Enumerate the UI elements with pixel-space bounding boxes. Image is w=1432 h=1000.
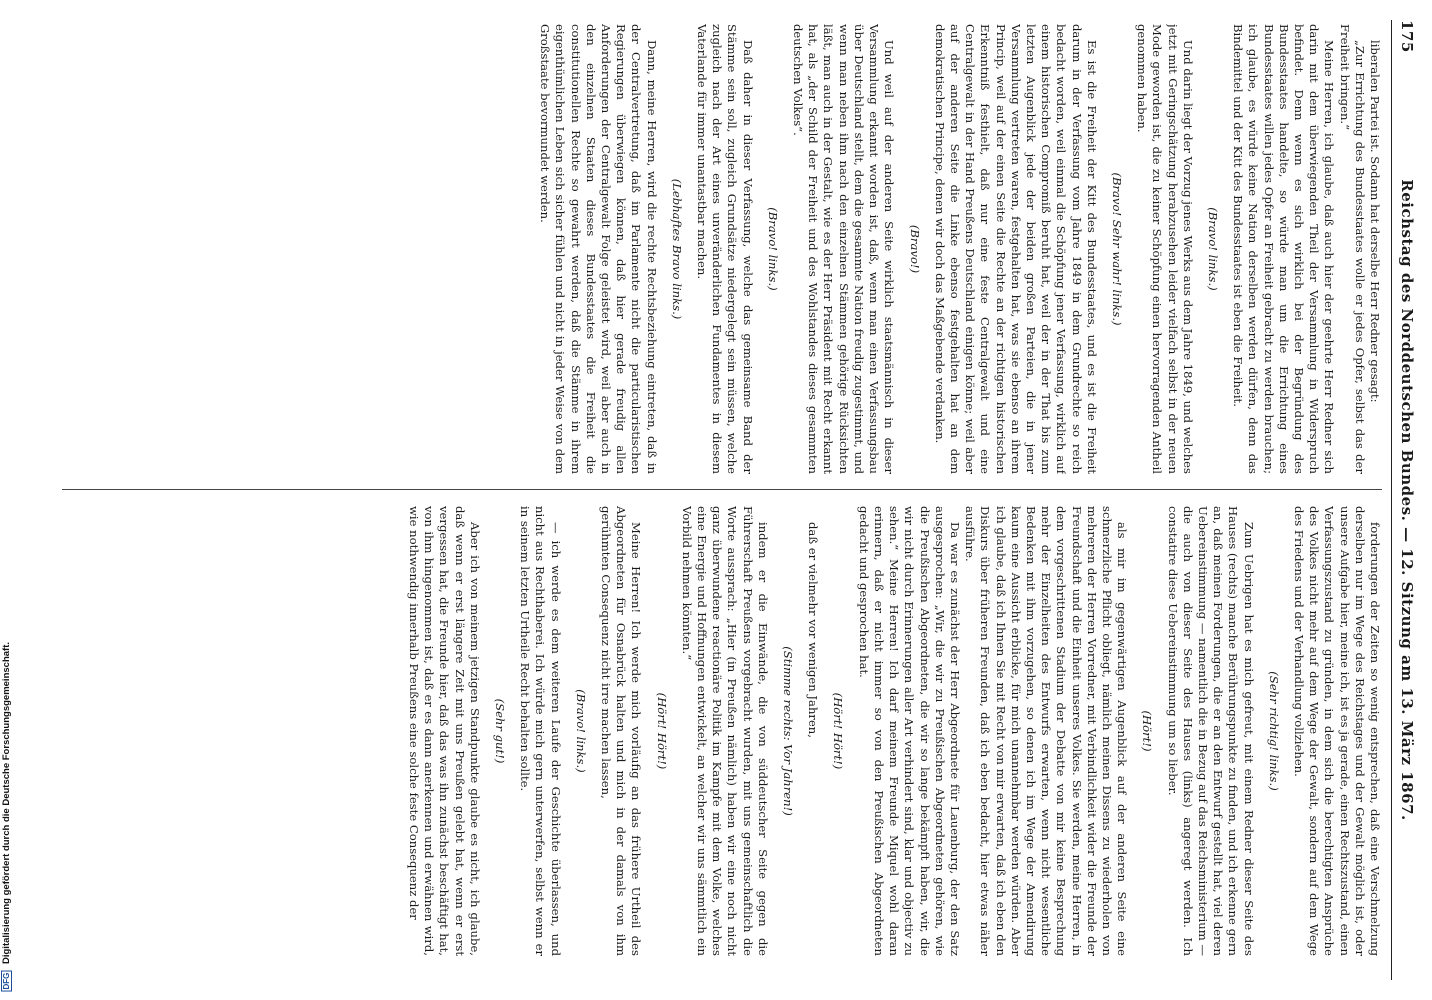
interjection: (Bravo! Sehr wahr! links.) xyxy=(1109,172,1124,326)
page-header xyxy=(1391,20,1416,980)
interjection: (Bravo! links.) xyxy=(573,689,588,773)
paragraph: Zum Uebrigen hat es mich gefreut, mit einem Redner dieser Seite des Hauses (rechts) manche Berührungspunkte zu finden, und ich erkenne gern an, daß meinen Forderungen, die er an den Entwurf gestellt hat, viel deren Uebereinstimmung — namentlich die in Bezug auf das Reichsministerium — die auch von dieser Seite des Hauses (links) angeregt werden. Ich constatire diese Uebereinstimmung um so lieber. xyxy=(1165,506,1256,956)
paragraph: Dann, meine Herren, wird die rechte Rechtsbeziehung eintreten, daß in der Centralvertretung, daß im Parlamente nicht die particularistischen Regierungen überwiegen können, daß hier gerade freudig allen Anforderungen der Centralgewalt Folge geleistet wird, weil aber auch in den einzelnen Staaten dieses Bundesstaates die Freiheit die constitutionellen Rechte so gewahrt werden, daß die Stämme in ihrem eigenthümlichen Leben sich sicher fühlen und nicht in jeder Weise von dem Großstaate bevormundet werden. xyxy=(538,24,659,474)
interjection: (Bravo! links.) xyxy=(765,207,780,291)
paragraph: „Zur Errichtung des Bundesstaates wolle er jedes Opfer, selbst das der Freiheit bringen.“ xyxy=(1337,24,1367,474)
paragraph: Daß daher in dieser Verfassung, welche das gemeinsame Band der Stämme sein soll, zugleich Grundsätze niedergelegt sein müssen, welche zugleich nach der Art eines unveränderlichen Fundamentes in diesem Vaterlande für immer unantastbar machen. xyxy=(695,24,755,474)
interjection: (Bravo! links.) xyxy=(1205,207,1220,291)
interjection: (Bravo!) xyxy=(907,224,922,274)
interjection: (Sehr gut!) xyxy=(493,698,508,764)
paragraph: Und weil auf der anderen Seite wirklich staatsmännisch in dieser Versammlung erkannt worden ist, daß, wenn man einen Verfassungsbau über Deutschland stellt, dem die gesammte Nation freudig zugestimmt, und wenn man neben ihm nach den einzelnen Stämmen gehörige Rücksichten läßt, man auch in der Gestalt, wie es der Herr Präsident mit Recht erkannt hat, als „der Schild der Freiheit und des Wohlstandes dieses gesammten deutschen Volkes“. xyxy=(791,24,897,474)
right-text-column xyxy=(52,506,1382,956)
dfg-logo-icon: DFG xyxy=(2,973,11,990)
paragraph: Es ist die Freiheit der Kitt des Bundesstaates, und es ist die Freiheit darum in der Verfassung vom Jahre 1849 in dem Grundrechte so reich bedacht worden, weil einmal die Schöpfung jener Verfassung, wirklich auf einem historischen Compromiß beruht hat, weil der in der That bis zum letzten Augenblick jede der beiden großen Parteien, die in jener Versammlung vertreten waren, festgehalten hat, was sie ebenso an ihrem Princip, weil auf der einen Seite die Rechte an der richtigen historischen Erkenntniß festhielt, daß nur eine feste Centralgewalt und eine Centralgewalt in der Hand Preußens Deutschland einigen könne; weil aber auf der anderen Seite die Linke ebenso festgehalten hat an dem demokratischen Principe, denen wir doch das Maßgebende verdanken. xyxy=(932,24,1099,474)
paragraph: Und darin liegt der Vorzug jenes Werks aus dem Jahre 1849, und welches jetzt mit Geringschätzung herabzusehen leider vielfach selbst in der neuen Mode geworden ist, die zu keiner Schöpfung einen hervorragenden Antheil genommen haben. xyxy=(1135,24,1195,474)
credit-text: Digitalisierung gefördert durch die Deutsche Forschungsgemeinschaft. xyxy=(1,642,12,965)
paragraph: indem er die Einwände, die von süddeutscher Seite gegen die Führerschaft Preußens vorgebracht wurden, mit uns gemeinschaftlich die Worte aussprach: „Hier (in Preußen nämlich) haben wir eine noch nicht ganz überwundene reactionäre Politik im Kampfe mit dem Volke, welches eine Energie und Hoffnungen entwickelt, an welcher wir uns sämmtlich ein Vorbild nehmen könnten.“ xyxy=(679,506,770,956)
interjection: (Stimme rechts: Vor Jahren!) xyxy=(781,646,796,816)
paragraph: — ich werde es dem weiteren Laufe der Geschichte überlassen, und nicht aus Rechthaberei. Ich würde mich gern unterwerfen, selbst wenn er in seinem letzten Urtheile Recht behalten sollte. xyxy=(518,506,563,956)
digitization-credit xyxy=(1,642,12,992)
running-title: Reichstag des Norddeutschen Bundes. — 12. Sitzung am 13. März 1867. xyxy=(1398,179,1416,821)
interjection: (Hört! Hört!) xyxy=(654,692,669,770)
column-divider xyxy=(62,489,1382,490)
interjection: (Sehr richtig! links.) xyxy=(1266,671,1281,791)
paragraph: Da war es zunächst der Herr Abgeordnete für Lauenburg, der den Satz ausgesprochen: „Wir, die wir zu Preußischen Abgeordneten gehören, wie die Preußischen Abgeordneten, die wir so lange bekämpft haben, wir, die wir nicht durch Erinnerungen aller Art verhindert sind, klar und objectiv zu sehen.“ Meine Herren! Ich darf meinem Freunde Miquel wohl daran erinnern, daß er nicht immer so von den Preußischen Abgeordneten gedacht und gesprochen hat. xyxy=(856,506,962,956)
paragraph: Aber ich von meinem jetzigen Standpunkte glaube es nicht, ich glaube, daß wenn er erst längere Zeit mit uns Preußen gelebt hat, wenn er erst vergessen hat, die Freunde hier, daß das was ihn zunächst beschäftigt hat, von ihm hingenommen ist, daß er es dann anerkennen und erwähnen wird, wie nothwendig innerhalb Preußens eine solche feste Consequenz der xyxy=(407,506,482,956)
paragraph: als mir im gegenwärtigen Augenblick auf der anderen Seite eine schmerzliche Pflicht obliegt, nämlich meinen Dissens zu wiederholen von mehreren der Herren Vorredner, mit Verbindlichkeit wider die Freunde der Freundschaft und die Einheit unseres Volkes. Sie werden, meine Herren, in dem vorgeschrittenen Stadium der Debatte von mir keine Besprechung mehr der Einzelheiten des Entwurfs erwarten, wenn nicht wesentliche Bedenken mit ihm vorzugehen, so denen ich im Wege der Amendirung kaum eine Aussicht erblicke, für mich unannehmbar werden würden. Aber ich glaube, daß ich Ihnen Sie mit Recht von mir erwarten, daß ich eben den Diskurs über früheren Freunden, daß ich eben bedacht, hier etwas näher ausführe. xyxy=(963,506,1130,956)
paragraph: liberalen Partei ist. Sodann hat derselbe Herr Redner gesagt: xyxy=(1368,40,1382,403)
paragraph: daß er vielmehr vor wenigen Jahren, xyxy=(806,522,821,738)
paragraph: Meine Herren, ich glaube, daß auch hier der geehrte Herr Redner sich darin mit dem überwiegenden Theil der Versammlung in Widerspruch befindet. Denn wenn es sich wirklich bei der Begründung des Bundesstaates handelte, so würde man um die Errichtung eines Bundesstaates willen jedes Opfer an Freiheit gebracht zu werden brauchen; ich glaube, es würde keine Nation derselben werden dürfen, denn das Bindemittel und der Kitt des Bundesstaates ist eben die Freiheit. xyxy=(1231,24,1337,474)
interjection: (Lebhaftes Bravo links.) xyxy=(669,178,684,320)
interjection: (Hört! Hört!) xyxy=(831,692,846,770)
left-text-column xyxy=(52,24,1382,474)
interjection: (Hört!) xyxy=(1140,710,1155,752)
page-number: 175 xyxy=(1398,20,1416,53)
paragraph: Meine Herren! Ich werde mich vorläufig an das frühere Urtheil des Abgeordneten für Osnabrück halten und mich in der damals von ihm gerühmten Consequenz nicht irre machen lassen, xyxy=(599,506,644,956)
paragraph: forderungen der Zeiten so wenig entsprechen, daß eine Verschmelzung derselben nur im Wege des Reichstages und der Gewalt möglich ist, oder unsere Aufgabe hier, meine ich, ist es ja gerade, einen Rechtszustand, einen Verfassungszustand zu gründen, in dem sich die berechtigten Ansprüche des Volkes nicht mehr auf dem Wege der Gewalt, sondern auf dem Wege des Friedens und der Verhandlung vollziehen. xyxy=(1291,506,1382,956)
